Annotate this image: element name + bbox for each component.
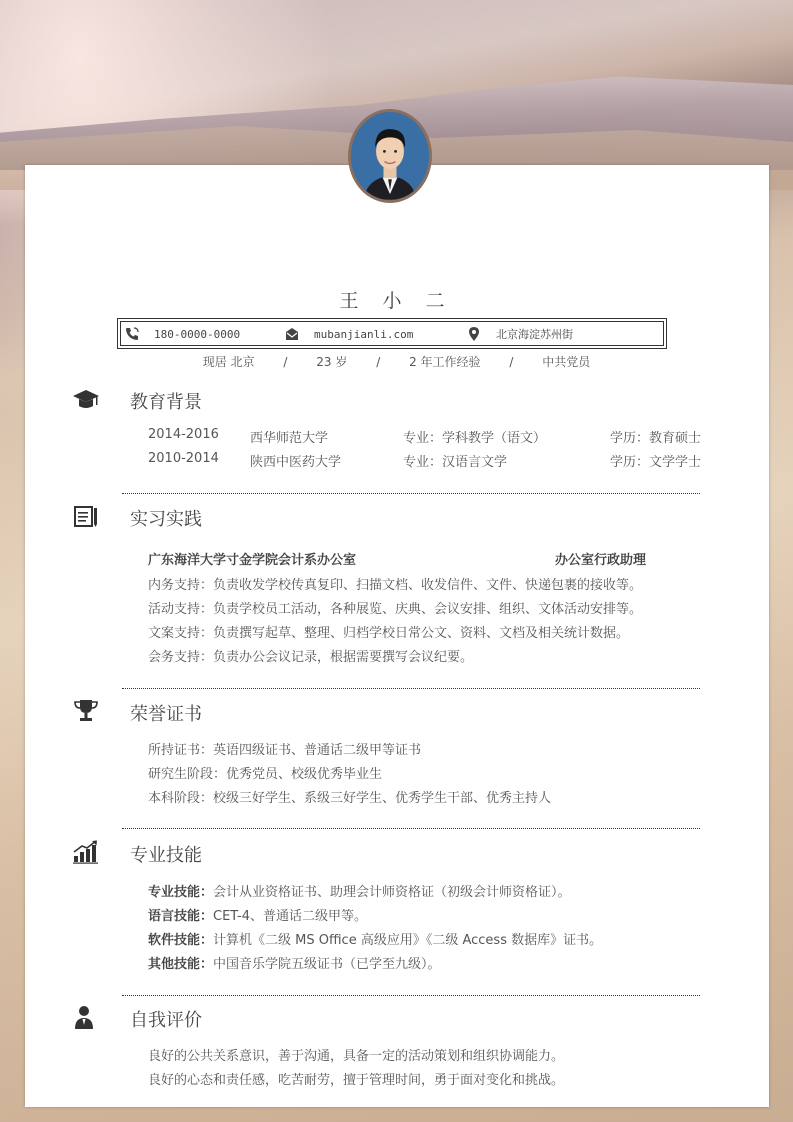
internship-org: 广东海洋大学寸金学院会计系办公室 bbox=[148, 553, 357, 568]
skill-item bbox=[148, 905, 367, 924]
section-divider bbox=[122, 828, 700, 829]
self-eval-line: 良好的心态和责任感，吃苦耐劳，擅于管理时间，勇于面对变化和挑战。 bbox=[148, 1073, 565, 1088]
meta-age: 23 岁 bbox=[316, 355, 348, 369]
meta-separator: / bbox=[283, 355, 288, 369]
self-eval-line: 良好的公共关系意识，善于沟通，具备一定的活动策划和组织协调能力。 bbox=[148, 1049, 565, 1064]
skill-text: 中国音乐学院五级证书（已学至九级）。 bbox=[213, 957, 441, 972]
trophy-icon bbox=[72, 698, 100, 724]
honor-line: 本科阶段：校级三好学生、系级三好学生、优秀学生干部、优秀主持人 bbox=[148, 791, 552, 806]
avatar bbox=[348, 109, 432, 203]
internship-title: 实习实践 bbox=[130, 509, 202, 530]
location-pin-icon bbox=[466, 326, 482, 342]
skill-item bbox=[148, 953, 441, 972]
person-icon bbox=[72, 1005, 100, 1031]
education-years: 2010-2014 bbox=[148, 451, 219, 466]
education-title: 教育背景 bbox=[130, 392, 202, 413]
internship-role: 办公室行政助理 bbox=[555, 553, 647, 568]
self-eval-title: 自我评价 bbox=[130, 1010, 202, 1031]
education-school: 西华师范大学 bbox=[250, 431, 329, 446]
meta-separator: / bbox=[509, 355, 514, 369]
education-major: 专业：学科教学（语文） bbox=[403, 431, 547, 446]
education-degree: 学历：教育硕士 bbox=[610, 431, 702, 446]
address-text: 北京海淀苏州街 bbox=[496, 328, 573, 341]
education-school: 陕西中医药大学 bbox=[250, 455, 342, 470]
skill-text: 计算机《二级 MS Office 高级应用》《二级 Access 数据库》证书。 bbox=[213, 933, 603, 948]
skill-label: 语言技能： bbox=[148, 909, 214, 924]
internship-duty: 内务支持：负责收发学校传真复印、扫描文档、收发信件、文件、快递包裹的接收等。 bbox=[148, 578, 643, 593]
internship-duty: 文案支持：负责撰写起草、整理、归档学校日常公文、资料、文档及相关统计数据。 bbox=[148, 626, 630, 641]
meta-political: 中共党员 bbox=[542, 355, 591, 369]
skill-text: CET-4、普通话二级甲等。 bbox=[213, 909, 368, 924]
skill-item bbox=[148, 929, 602, 948]
skill-text: 会计从业资格证书、助理会计师资格证（初级会计师资格证）。 bbox=[213, 885, 571, 900]
candidate-name: 王 小 二 bbox=[339, 290, 454, 312]
contact-address bbox=[466, 326, 573, 342]
contact-phone bbox=[124, 326, 240, 342]
skill-item bbox=[148, 881, 571, 900]
education-years: 2014-2016 bbox=[148, 427, 219, 442]
internship-duty: 会务支持：负责办公会议记录，根据需要撰写会议纪要。 bbox=[148, 650, 474, 665]
education-major: 专业：汉语言文学 bbox=[403, 455, 508, 470]
meta-experience: 2 年工作经验 bbox=[409, 355, 481, 369]
contact-email bbox=[284, 326, 413, 342]
section-divider bbox=[122, 995, 700, 996]
phone-icon bbox=[124, 326, 140, 342]
education-degree: 学历：文学学士 bbox=[610, 455, 702, 470]
bar-chart-icon bbox=[72, 839, 100, 865]
mail-icon bbox=[284, 326, 300, 342]
skill-label: 其他技能： bbox=[148, 957, 214, 972]
section-divider bbox=[122, 688, 700, 689]
phone-text: 180-0000-0000 bbox=[154, 327, 241, 341]
document-icon bbox=[72, 504, 100, 530]
section-divider bbox=[122, 493, 700, 494]
personal-meta bbox=[0, 353, 793, 370]
honors-title: 荣誉证书 bbox=[130, 704, 202, 725]
honor-line: 所持证书：英语四级证书、普通话二级甲等证书 bbox=[148, 743, 422, 758]
avatar-photo bbox=[351, 112, 429, 200]
internship-duty: 活动支持：负责学校员工活动，各种展览、庆典、会议安排、组织、文体活动安排等。 bbox=[148, 602, 643, 617]
meta-separator: / bbox=[376, 355, 381, 369]
skill-label: 软件技能： bbox=[148, 933, 214, 948]
honor-line: 研究生阶段：优秀党员、校级优秀毕业生 bbox=[148, 767, 383, 782]
contact-box bbox=[117, 318, 667, 349]
skills-title: 专业技能 bbox=[130, 845, 202, 866]
email-text: mubanjianli.com bbox=[314, 327, 414, 341]
skill-label: 专业技能： bbox=[148, 885, 214, 900]
graduation-cap-icon bbox=[72, 387, 100, 413]
meta-location: 现居 北京 bbox=[202, 355, 255, 369]
